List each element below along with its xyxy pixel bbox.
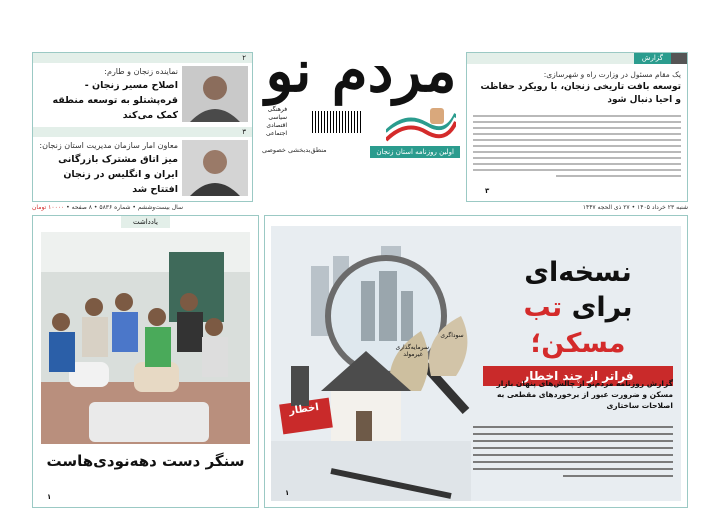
page-number: ۳ [242, 128, 246, 136]
news-headline: اصلاح مسیر زنجان - قره‌پشتلو به توسعه منطقه کمک می‌کند [52, 80, 178, 121]
masthead [262, 37, 460, 200]
news-item[interactable] [33, 63, 252, 127]
lead-text: گزارش روزنامه مردم‌نو از چالش‌های پنهان بازار مسکن و ضرورت عبور از برخوردهای مقطعی به اصلاحات ساختاری [496, 379, 673, 410]
page-number-bar [33, 127, 252, 137]
report-kicker: یک مقام مسئول در وزارت راه و شهرسازی: [543, 70, 681, 79]
report-panel[interactable] [466, 52, 688, 202]
barcode [312, 111, 362, 133]
bag-label: سرمایه‌گذاری غیرمولد [395, 344, 429, 358]
tagline-line: فرهنگی [267, 106, 288, 113]
page-number: ۲ [242, 54, 246, 62]
slogan-banner: اولین روزنامه استان زنجان [370, 146, 460, 158]
pen-icon [671, 53, 687, 64]
left-news-column [32, 52, 253, 202]
news-kicker: معاون امار سازمان مدیریت استان زنجان: [39, 141, 178, 150]
children-photo [41, 232, 250, 444]
memo-title: سنگر دست دهه‌نودی‌هاست [46, 452, 245, 470]
headline-line-1: نسخه‌ای [524, 257, 632, 288]
tagline-stack [266, 106, 287, 138]
tagline-line: اقتصادی [266, 122, 288, 129]
memo-tab [33, 216, 258, 228]
headline-line-2 [483, 290, 673, 362]
report-body [467, 109, 687, 183]
main-story[interactable] [264, 215, 688, 508]
main-illustration [271, 226, 681, 501]
page-number: ۱ [285, 489, 290, 497]
tagline-line: اجتماعی [266, 130, 288, 137]
headline-band: فراتر از چند اخطار [483, 366, 673, 386]
report-headline: توسعه بافت تاریخی زنجان، با رویکرد حفاظت و احیا دنبال شود [480, 82, 681, 105]
page-number: ۱ [47, 493, 52, 501]
issue-date: شنبه ۲۳ خرداد ۱۴۰۵ • ۲۷ ذی الحجه ۱۴۴۷ [582, 203, 688, 211]
issue-number: سال بیست‌وششم • شماره ۵۸۳۶ • ۸ صفحه [71, 203, 183, 211]
news-kicker: نماینده زنجان و طارم: [104, 67, 178, 76]
headline-punct: ؛ [530, 328, 542, 359]
bag-label: سوداگری [440, 332, 464, 339]
news-headline: میز اتاق مشترک بازرگانی ایران و انگلیس در زنجان افتتاح شد [58, 154, 178, 195]
report-label: گزارش [634, 53, 671, 64]
newspaper-logo: مردم نو [265, 37, 457, 105]
main-headline [483, 256, 673, 386]
issue-info: سال بیست‌وششم • شماره ۵۸۳۶ • ۸ صفحه • ۱۰۰۰۰ تومان [32, 203, 183, 211]
memo-panel[interactable] [32, 215, 259, 508]
headline-word: برای [571, 292, 633, 323]
headline-highlight: تب مسکن [523, 292, 626, 359]
portrait-photo [182, 140, 248, 196]
tagline-line: سیاسی [268, 114, 288, 121]
flag-fist-icon [386, 102, 456, 142]
memo-label: یادداشت [121, 216, 170, 228]
page-number-bar [33, 53, 252, 63]
portrait-photo [182, 66, 248, 122]
report-tab [467, 53, 687, 64]
warning-stamp: اخطار [288, 401, 320, 418]
story-body [473, 421, 673, 482]
news-item[interactable] [33, 137, 252, 201]
dateline [32, 202, 688, 212]
masthead-note: منطق‌بدبخشی خصوصی [262, 146, 327, 154]
issue-price: ۱۰۰۰۰ تومان [32, 203, 65, 211]
page-number: ۳ [485, 187, 490, 195]
